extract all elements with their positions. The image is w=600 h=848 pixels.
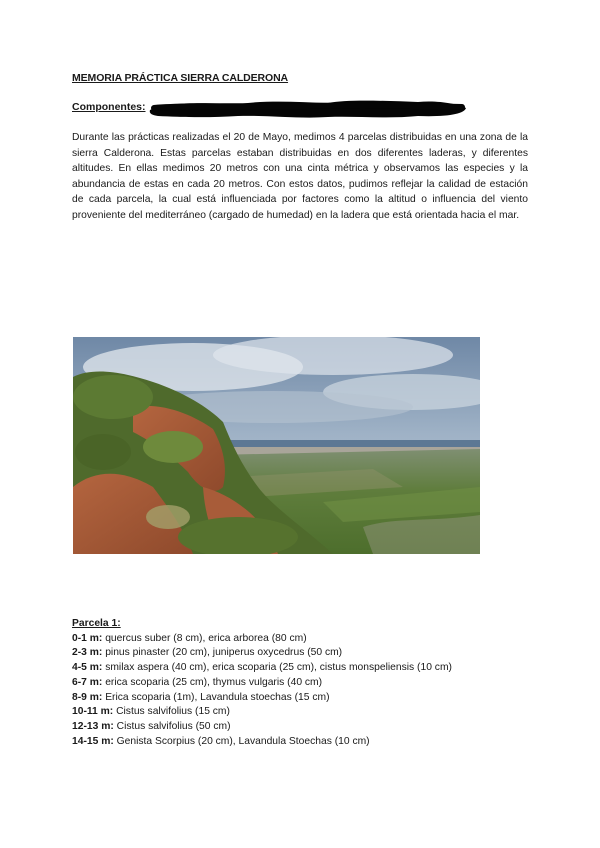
row-species: smilax aspera (40 cm), erica scoparia (25 cm), cistus monspeliensis (10 cm) — [102, 662, 452, 674]
parcela-section — [72, 617, 532, 749]
row-range: 12-13 m: — [72, 720, 114, 732]
redaction-mark — [148, 98, 468, 120]
row-range: 6-7 m: — [72, 676, 103, 688]
row-species: quercus suber (8 cm), erica arborea (80 cm) — [102, 632, 307, 644]
parcela-row — [72, 632, 532, 647]
components-label: Componentes: — [72, 101, 146, 113]
intro-paragraph: Durante las prácticas realizadas el 20 de Mayo, medimos 4 parcelas distribuidas en una zona de la sierra Calderona. Estas parcelas estaban distribuidas en dos diferentes laderas, y diferentes altitudes. En ellas medimos 20 metros con una cinta métrica y observamos las especies y la abundancia de estas en cada 20 metros. Con estos datos, pudimos reflejar la calidad de estación de cada parcela, la cual está influenciada por factores como la altitud o influencia del viento proveniente del mediterráneo (cargado de humedad) en la ladera que está orientada hacia el mar. — [72, 132, 528, 221]
row-range: 10-11 m: — [72, 706, 114, 718]
parcela-heading: Parcela 1: — [72, 618, 121, 629]
parcela-row — [72, 705, 532, 720]
row-species: Genista Scorpius (20 cm), Lavandula Stoechas (10 cm) — [113, 735, 370, 747]
row-species: Cistus salvifolius (15 cm) — [113, 706, 230, 718]
parcela-row — [72, 691, 532, 706]
row-range: 14-15 m: — [72, 735, 114, 747]
row-range: 0-1 m: — [72, 632, 103, 644]
components-line — [72, 98, 492, 120]
parcela-row — [72, 661, 532, 676]
row-species: pinus pinaster (20 cm), juniperus oxycedrus (50 cm) — [102, 647, 343, 659]
parcela-row — [72, 720, 532, 735]
row-species: erica scoparia (25 cm), thymus vulgaris (40 cm) — [102, 676, 323, 688]
row-range: 8-9 m: — [72, 691, 103, 703]
landscape-photo — [73, 337, 480, 554]
row-species: Erica scoparia (1m), Lavandula stoechas (15 cm) — [102, 691, 330, 703]
row-range: 4-5 m: — [72, 662, 103, 674]
parcela-row — [72, 735, 532, 750]
row-range: 2-3 m: — [72, 647, 103, 659]
parcela-row — [72, 676, 532, 691]
parcela-row — [72, 646, 532, 661]
document-title: MEMORIA PRÁCTICA SIERRA CALDERONA — [72, 72, 289, 84]
landscape-photo-illustration — [73, 337, 480, 554]
row-species: Cistus salvifolius (50 cm) — [113, 720, 231, 732]
